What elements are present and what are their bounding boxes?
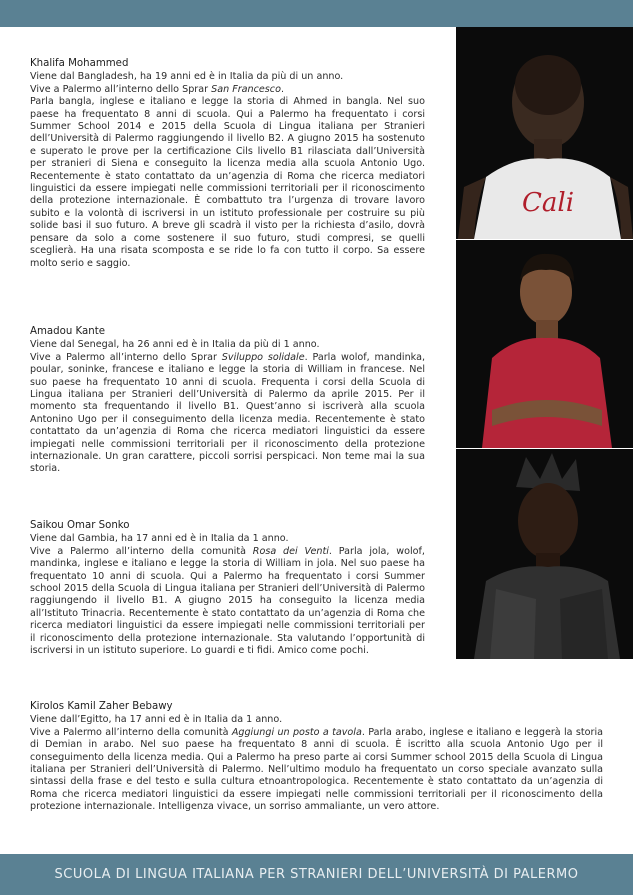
profile-bio bbox=[30, 546, 425, 658]
profile-bio bbox=[30, 727, 603, 814]
portrait-photo-amadou bbox=[456, 240, 633, 448]
portrait-photo-saikou bbox=[456, 449, 633, 659]
profile-origin: Viene dal Bangladesh, ha 19 anni ed è in Italia da più di un anno. bbox=[30, 71, 344, 83]
profile-origin: Viene dall’Egitto, ha 17 anni ed è in Italia da 1 anno. bbox=[30, 714, 283, 726]
residence-name: San Francesco bbox=[211, 83, 281, 95]
profile-origin: Viene dal Gambia, ha 17 anni ed è in Italia da 1 anno. bbox=[30, 533, 289, 545]
bio-text: . Parla wolof, mandinka, poular, soninke, francese e italiano e legge la storia di William in francese. Nel suo paese ha frequentato 10 anni di scuola. Frequenta i corsi della Scuola di Lingua italiana per Stranieri dell’Università di Palermo da aprile 2015. Per il momento sta frequentando il livello B1. Quest’anno si iscriverà alla scuola Antonino Ugo per il conseguimento della licenza media. Recentemente è stato contattato da un’agenzia di Roma che ricerca mediatori linguistici da essere impiegati nelle commissioni territoriali per il riconoscimento della protezione internazionale. Un gran carattere, piccoli sorrisi perspicaci. Non teme mai la sua storia. bbox=[30, 351, 425, 475]
profile-kirolos bbox=[30, 701, 603, 814]
footer-band bbox=[0, 854, 633, 895]
bio-text: . Parla arabo, inglese e italiano e leggerà la storia di Demian in arabo. Nel suo paese ha frequentato 8 anni di scuola. È iscritto alla scuola Antonio Ugo per il conseguimento della licenza media. Qui a Palermo ha preso parte ai corsi Summer school 2015 della Scuola di Lingua italiana per Stranieri dell’Università di Palermo. Nell’ultimo modulo ha frequentato un corso speciale avanzato sulla sintassi della frase e del testo e sulla cultura etnoantropologica. Recentemente è stato contattato da un’agenzia di Roma che ricerca mediatori linguistici da essere impiegati nelle commissioni territoriali per il riconoscimento della protezione internazionale. Intelligenza vivace, un sorriso ammaliante, un vero attore. bbox=[30, 726, 603, 813]
footer-title: SCUOLA DI LINGUA ITALIANA PER STRANIERI DELL’UNIVERSITÀ DI PALERMO bbox=[54, 867, 579, 882]
profile-name: Khalifa Mohammed bbox=[30, 58, 129, 69]
residence-text: Vive a Palermo all’interno della comunità bbox=[30, 545, 253, 557]
residence-text: Vive a Palermo all’interno dello Sprar bbox=[30, 83, 212, 95]
profile-name: Kirolos Kamil Zaher Bebawy bbox=[30, 701, 173, 712]
profile-name: Saikou Omar Sonko bbox=[30, 520, 130, 531]
profile-bio: Parla bangla, inglese e italiano e legge la storia di Ahmed in bangla. Nel suo paese ha frequentato 8 anni di scuola. Qui a Palermo ha frequentato i corsi Summer School 2014 e 2015 della Scuola di Lingua italiana per Stranieri dell’Università di Palermo raggiungendo il livello B2. A giugno 2015 ha sostenuto e superato le prove per la certificazione Cils livello B1 rilasciata dall’Università per stranieri di Siena e conseguito la licenza media alla scuola Antonio Ugo. Recentemente è stato contattato da un’agenzia di Roma che ricerca mediatori linguistici da essere impiegati nelle commissioni territoriali per il riconoscimento della protezione internazionale. È combattuto tra l’urgenza di trovare lavoro subito e la volontà di iscriversi in un istituto professionale per costruire su più solide basi il suo futuro. A breve gli scadrà il visto per la richiesta d’asilo, dovrà pensare da solo a come sostenere il suo futuro, studi compresi, se quelli sceglierà. Ha una risata scomposta e se ride lo fa con tutto il corpo. Sa essere molto serio e saggio. bbox=[30, 96, 425, 269]
profile-origin: Viene dal Senegal, ha 26 anni ed è in Italia da più di 1 anno. bbox=[30, 339, 320, 351]
residence-text-end: . bbox=[280, 83, 285, 95]
profile-saikou bbox=[30, 520, 425, 657]
profile-amadou bbox=[30, 326, 425, 476]
profile-khalifa bbox=[30, 58, 425, 270]
profile-name: Amadou Kante bbox=[30, 326, 105, 337]
residence-name: Rosa dei Venti bbox=[252, 545, 329, 557]
residence-name: Aggiungi un posto a tavola bbox=[231, 726, 362, 738]
profile-residence bbox=[30, 84, 425, 96]
residence-text: Vive a Palermo all’interno dello Sprar bbox=[30, 351, 222, 363]
bio-text: . Parla jola, wolof, mandinka, inglese e italiano e legge la storia di William in jola. Nel suo paese ha frequentato 10 anni di scuola. Qui a Palermo ha frequentato i corsi Summer school 2015 della Scuola di Lingua italiana per Stranieri dell’Università di Palermo raggiungendo il livello B1. A giugno 2015 ha conseguito la licenza media all’Istituto Trinacria. Recentemente è stato contattato da un’agenzia di Roma che ricerca mediatori linguistici da essere impiegati nelle commissioni territoriali per il riconoscimento della protezione internazionale. Sta valutando l’opportunità di iscriversi in un istituto superiore. Lo guardi e ti fidi. Amico come pochi. bbox=[30, 545, 425, 657]
header-band bbox=[0, 0, 633, 27]
residence-text: Vive a Palermo all’interno della comunità bbox=[30, 726, 232, 738]
shirt-print: Cali bbox=[521, 188, 575, 218]
portrait-photo-khalifa bbox=[456, 27, 633, 239]
residence-name: Sviluppo solidale bbox=[221, 351, 305, 363]
profile-bio bbox=[30, 352, 425, 476]
